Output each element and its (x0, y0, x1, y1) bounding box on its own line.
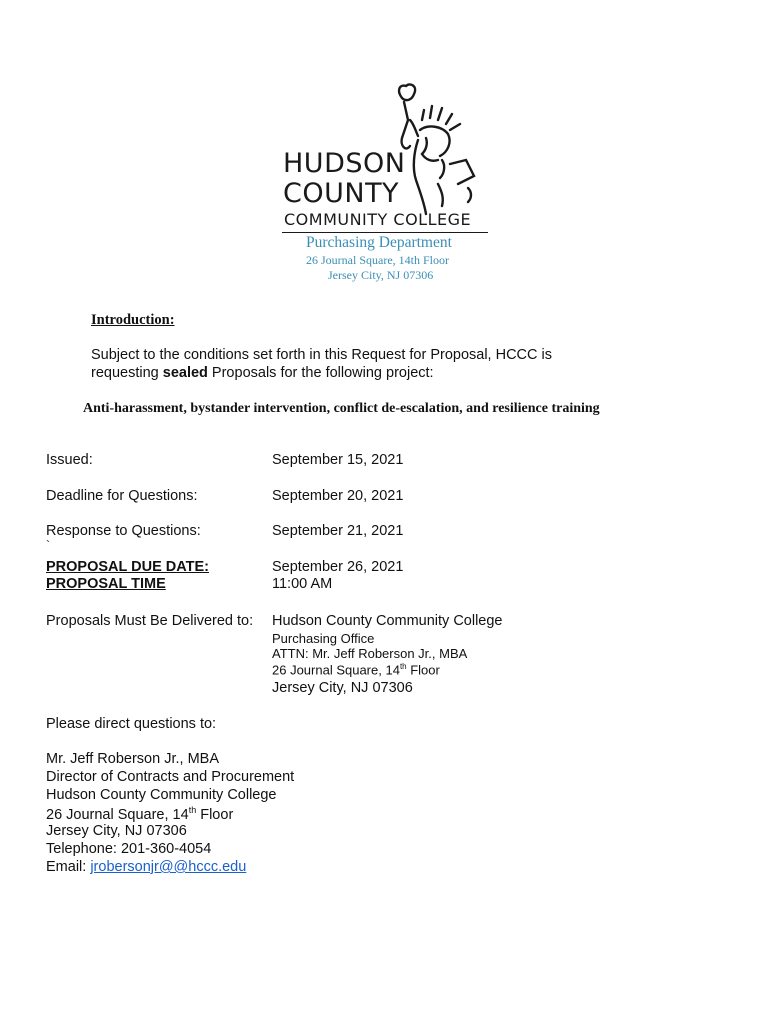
delivery-line-attn: ATTN: Mr. Jeff Roberson Jr., MBA (272, 646, 468, 661)
contact-address-sup: th (188, 805, 197, 815)
response-label: Response to Questions: (46, 523, 201, 539)
contact-name: Mr. Jeff Roberson Jr., MBA (46, 751, 219, 767)
stray-mark: ` (46, 538, 50, 552)
contact-address-text: 26 Journal Square, 14 (46, 806, 189, 823)
proposal-due-date-label: PROPOSAL DUE DATE: (46, 559, 210, 575)
intro-text-pre: requesting (91, 365, 163, 381)
contact-email-link[interactable]: jrobersonjr@@hccc.edu (90, 859, 247, 875)
contact-city: Jersey City, NJ 07306 (46, 823, 187, 839)
contact-email-label: Email: (46, 859, 91, 875)
deadline-label: Deadline for Questions: (46, 488, 198, 504)
delivery-address-sup: th (399, 662, 407, 671)
delivery-line-city: Jersey City, NJ 07306 (272, 680, 413, 696)
logo-line-community-college: COMMUNITY COLLEGE (284, 210, 472, 229)
intro-paragraph-line2 (91, 365, 434, 381)
delivery-address-floor: Floor (406, 662, 440, 678)
intro-text-sealed: sealed (162, 365, 208, 381)
proposal-time-label: PROPOSAL TIME (46, 576, 166, 592)
delivery-address-text: 26 Journal Square, 14 (272, 662, 400, 678)
contact-phone: Telephone: 201-360-4054 (46, 841, 212, 857)
intro-heading: Introduction: (91, 312, 175, 328)
issued-label: Issued: (46, 452, 93, 468)
intro-paragraph-line1: Subject to the conditions set forth in this Request for Proposal, HCCC is (91, 347, 552, 363)
contact-address-floor: Floor (196, 806, 234, 823)
proposal-due-date-value: September 26, 2021 (272, 559, 404, 575)
contact-email-line (46, 859, 246, 875)
department-address-line2: Jersey City, NJ 07306 (328, 268, 434, 282)
response-value: September 21, 2021 (272, 523, 404, 539)
delivery-line-college: Hudson County Community College (272, 613, 503, 629)
project-title: Anti-harassment, bystander intervention, conflict de-escalation, and resilience training (83, 401, 600, 416)
logo-line-hudson: HUDSON (283, 148, 406, 179)
delivery-label: Proposals Must Be Delivered to: (46, 613, 254, 629)
department-address-line1: 26 Journal Square, 14th Floor (306, 253, 449, 267)
contact-org: Hudson County Community College (46, 787, 277, 803)
contact-title: Director of Contracts and Procurement (46, 769, 295, 785)
delivery-line-address (272, 662, 440, 677)
logo-line-county: COUNTY (283, 178, 400, 209)
contact-address (46, 805, 233, 823)
department-name: Purchasing Department (306, 234, 452, 251)
intro-text-post: Proposals for the following project: (207, 365, 434, 381)
deadline-value: September 20, 2021 (272, 488, 404, 504)
logo-divider (282, 232, 488, 233)
contact-heading: Please direct questions to: (46, 716, 217, 732)
proposal-time-value: 11:00 AM (272, 576, 333, 592)
issued-value: September 15, 2021 (272, 452, 404, 468)
delivery-line-office: Purchasing Office (272, 631, 375, 646)
